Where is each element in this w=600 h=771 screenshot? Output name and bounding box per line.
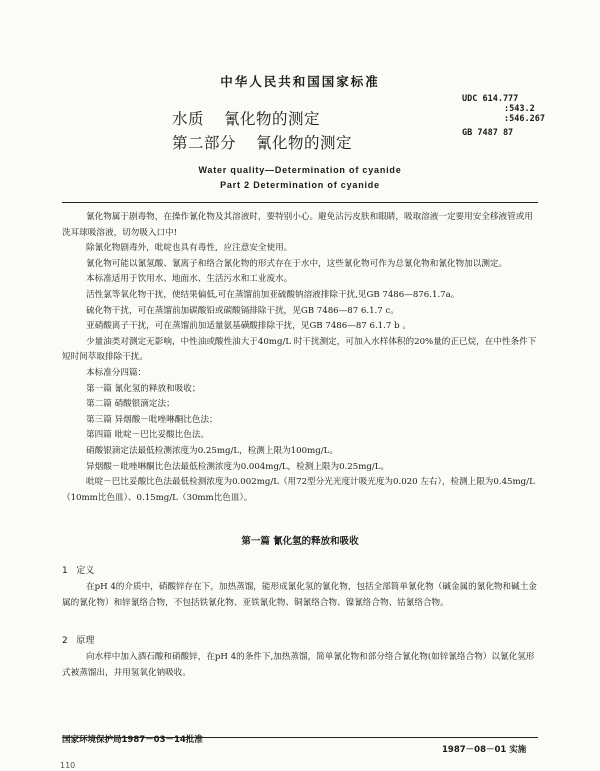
intro-paragraph: 硝酸银滴定法最低检测浓度为0.25mg/L，检测上限为100mg/L。 — [86, 445, 338, 456]
udc-code-line-3: :546.267 — [504, 114, 545, 124]
intro-paragraph: 氰化物可能以氰氢酸、氰离子和络合氰化物的形式存在于水中，这些氰化物可作为总氰化物和氰化物加以测定。 — [86, 258, 508, 269]
intro-paragraph: 活性氯等氧化物干扰，使结果偏低,可在蒸馏前加亚硫酸钠溶液排除干扰,见GB 7486—876.1.7a。 — [86, 289, 460, 300]
udc-code-line-2: :543.2 — [504, 104, 535, 114]
intro-paragraph: 本标准适用于饮用水、地面水、生活污水和工业废水。 — [86, 274, 293, 285]
section-number: 2 — [62, 636, 68, 646]
part-list-item: 第四篇 吡啶－巴比妥酸比色法。 — [86, 430, 210, 441]
title-part-b: 氰化物的测定 — [256, 134, 353, 152]
english-title-2: Part 2 Determination of cyanide — [220, 180, 380, 190]
part-list-item: 第一篇 氰化氢的释放和吸收； — [86, 383, 201, 394]
effective-date: 1987－08－01 实施 — [442, 745, 527, 755]
part-list-item: 第三篇 异烟酸－吡唑啉酮比色法； — [86, 414, 218, 425]
udc-code: UDC 614.777 — [462, 94, 519, 104]
title-line-2 — [172, 131, 352, 153]
title-part-a: 第二部分 — [172, 134, 237, 152]
approval-date: 国家环境保护局1987－03－14批准 — [62, 735, 203, 745]
section-paragraph: 向水样中加入酒石酸和硝酸锌，在pH 4的条件下,加热蒸馏，简单氰化物和部分络合氰化物(如锌氰络合物）以氰化氢形式被蒸馏出，并用氢氧化钠吸收。 — [62, 652, 535, 678]
gb-number: GB 7487 87 — [462, 128, 514, 138]
title-part-a: 水质 — [172, 110, 205, 128]
section-title: 定义 — [76, 566, 95, 576]
intro-paragraph: 少量油类对测定无影响，中性油或酸性油大于40mg/L 时干扰测定，可加入水样体积的20%量的正已烷，在中性条件下短时间萃取排除干扰。 — [62, 336, 537, 363]
part-list-item: 第二篇 硝酸银滴定法； — [86, 399, 175, 410]
header-divider — [62, 202, 538, 203]
intro-paragraph: 本标准分四篇： — [86, 367, 147, 378]
intro-section — [62, 210, 540, 506]
intro-paragraph: 亚硝酸离子干扰，可在蒸馏前加适量氨基磺酸排除干扰，见GB 7486—87 6.1.7 b 。 — [86, 321, 411, 332]
title-line-1 — [172, 107, 320, 129]
title-part-b: 氰化物的测定 — [224, 110, 321, 128]
section-1-heading — [62, 563, 94, 576]
intro-paragraph: 异烟酸－吡唑啉酮比色法最低检测浓度为0.004mg/L，检测上限为0.25mg/L。 — [86, 461, 390, 472]
section-1-body — [62, 580, 540, 611]
intro-paragraph: 除氰化物剧毒外，吡啶也具有毒性，应注意安全使用。 — [86, 243, 293, 254]
standard-organization: 中华人民共和国国家标准 — [220, 74, 380, 89]
page-number: 110 — [60, 761, 76, 770]
english-title-1: Water quality—Determination of cyanide — [198, 165, 402, 175]
section-number: 1 — [62, 566, 68, 576]
part-1-title: 第一篇 氰化氢的释放和吸收 — [241, 536, 359, 547]
section-title: 原理 — [76, 636, 95, 646]
section-2-heading — [62, 633, 94, 646]
section-paragraph: 在pH 4的介质中，硝酸锌存在下，加热蒸馏，能形成氰化氢的氰化物，包括全部简单氰化物（碱金属的氰化物和碱土金属的氰化物）和锌氰络合物，不包括铁氰化物、亚铁氰化物、铜氰络合物、镍氰络合物、钴氰络合物。 — [62, 582, 537, 608]
footer-divider — [62, 737, 538, 738]
section-2-body — [62, 650, 540, 681]
intro-paragraph: 吡啶－巴比妥酸比色法最低检测浓度为0.002mg/L（用72型分光光度计吸光度为0.020 左右），检测上限为0.45mg/L（10mm比色皿）、0.15mg/L（30mm比色皿）。 — [62, 477, 535, 503]
intro-paragraph: 硫化物干扰，可在蒸馏前加碳酸铅或碳酸镉排除干扰，见GB 7486—87 6.1.7 c。 — [86, 305, 399, 316]
intro-paragraph: 氰化物属于剧毒物，在操作氰化物及其溶液时，要特别小心。避免沾污皮肤和眼睛，吸取溶液一定要用安全移液管或用洗耳球吸溶液，切勿吸入口中! — [62, 212, 533, 238]
